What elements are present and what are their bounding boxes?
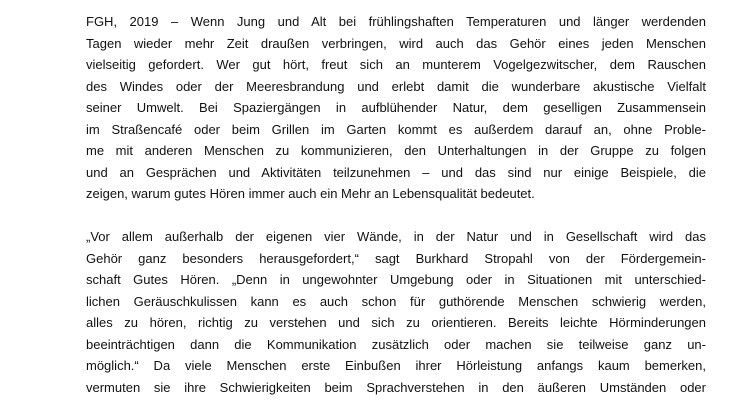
text-line: vermuten sie ihre Schwierigkeiten beim Sprachverstehen in den äußeren Umständen oder xyxy=(86,379,706,395)
text-line: des Windes oder der Meeresbrandung und erlebt damit die wunderbare akustische Vielfalt xyxy=(86,78,706,94)
paragraph-2 xyxy=(86,226,706,398)
text-line: vielseitig gefordert. Wer gut hört, freut sich an munterem Vogelgezwitscher, dem Rauschen xyxy=(86,57,706,72)
text-line: FGH, 2019 – Wenn Jung und Alt bei frühlingshaften Temperaturen und länger werdenden xyxy=(86,14,706,29)
text-line: möglich.“ Da viele Menschen erste Einbußen ihrer Hörleistung anfangs kaum bemerken, xyxy=(86,358,706,373)
text-line: Tagen wieder mehr Zeit draußen verbringen, wird auch das Gehör eines jeden Menschen xyxy=(86,35,706,51)
text-line: seiner Umwelt. Bei Spaziergängen in aufblühender Natur, dem geselligen Zusammensein xyxy=(86,100,706,115)
document-page xyxy=(86,11,706,398)
text-line: zeigen, warum gutes Hören immer auch ein Mehr an Lebensqualität bedeutet. xyxy=(86,186,535,201)
paragraph-spacer xyxy=(86,205,706,227)
text-line: und an Gesprächen und Aktivitäten teilzunehmen – und das sind nur einige Beispiele, die xyxy=(86,164,706,180)
text-line: lichen Geräuschkulissen kann es auch schon für guthörende Menschen schwierig werden, xyxy=(86,293,706,309)
paragraph-1 xyxy=(86,11,706,205)
text-line: schaft Gutes Hören. „Denn in ungewohnter Umgebung oder in Situationen mit unterschied- xyxy=(86,272,706,287)
text-line: im Straßencafé oder beim Grillen im Garten kommt es außerdem darauf an, ohne Proble- xyxy=(86,121,706,137)
text-line: „Vor allem außerhalb der eigenen vier Wände, in der Natur und in Gesellschaft wird das xyxy=(86,229,706,244)
text-line: beeinträchtigen dann die Kommunikation zusätzlich oder machen sie teilweise ganz un- xyxy=(86,336,706,352)
text-line: Gehör ganz besonders herausgefordert,“ sagt Burkhard Stropahl von der Fördergemein- xyxy=(86,250,706,266)
text-line: me mit anderen Menschen zu kommunizieren, den Unterhaltungen in der Gruppe zu folgen xyxy=(86,143,706,158)
text-line: alles zu hören, richtig zu verstehen und sich zu orientieren. Bereits leichte Hörminderungen xyxy=(86,315,706,330)
